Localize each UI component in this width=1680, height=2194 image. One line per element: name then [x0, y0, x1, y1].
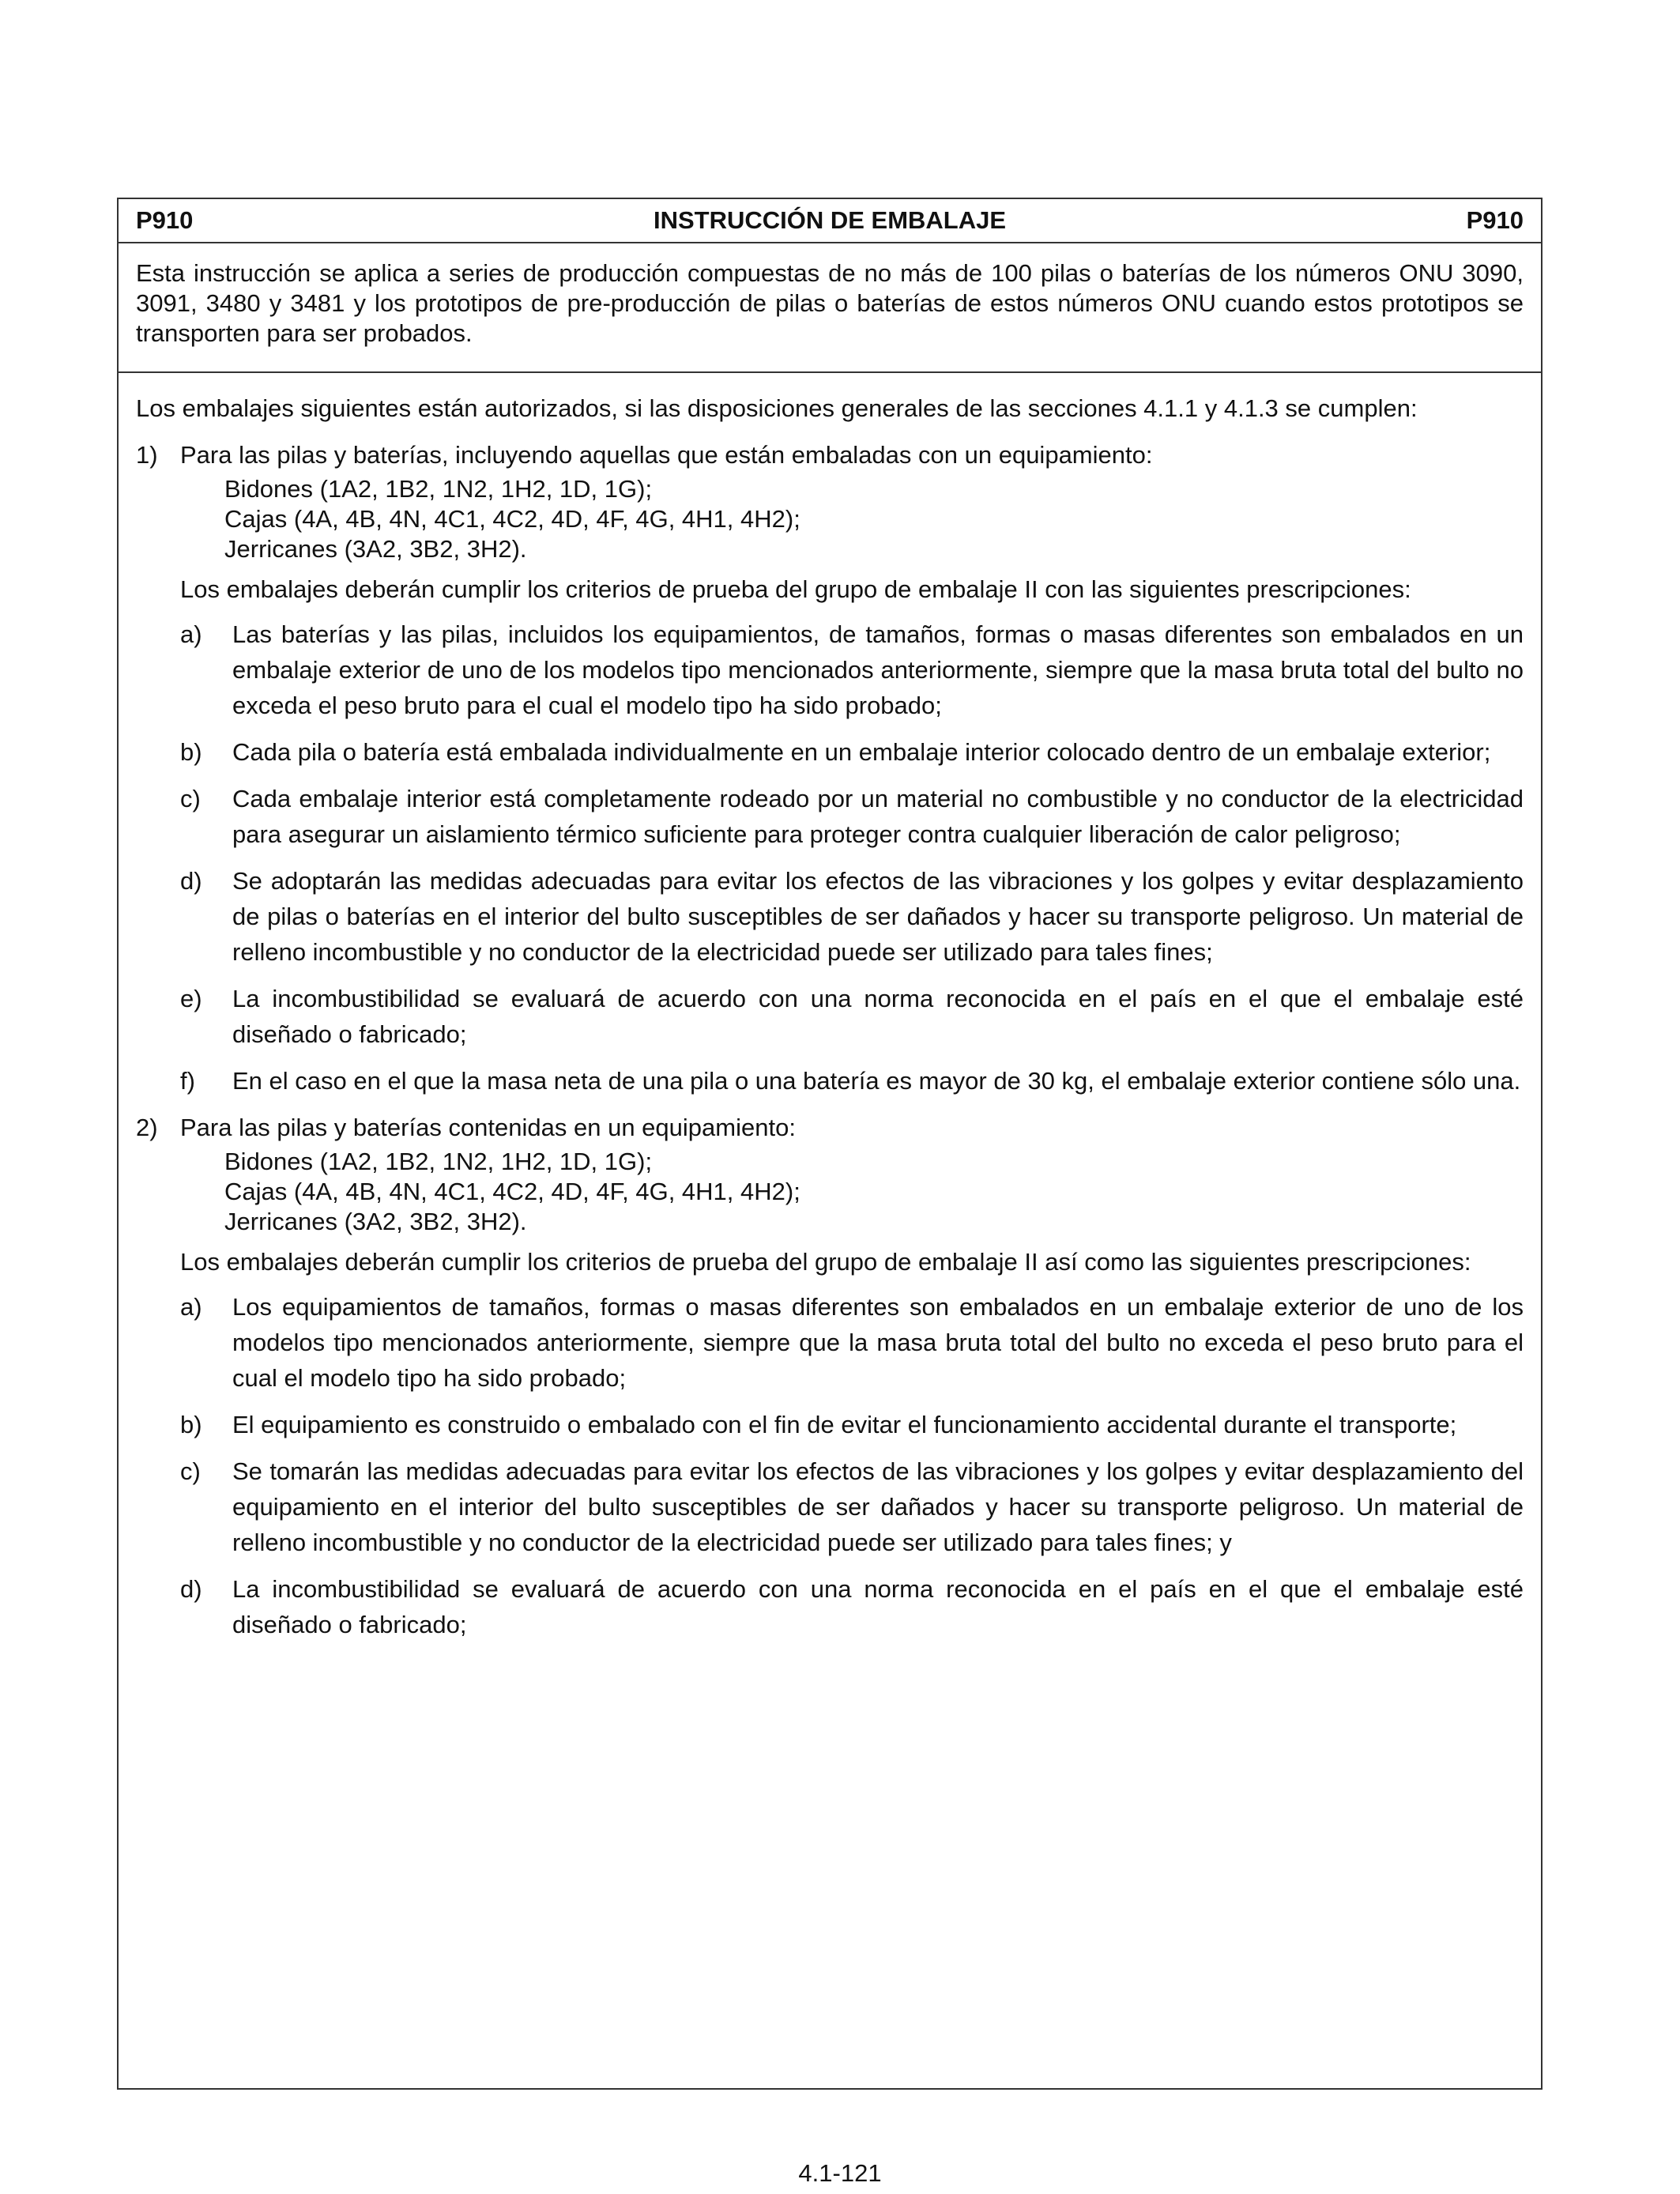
item-text: Cada pila o batería está embalada individualmente en un embalaje interior colocado dentro de un embalaje exterior;	[232, 738, 1491, 766]
item-text: Cada embalaje interior está completamente rodeado por un material no combustible y no conductor de la electricidad para asegurar un aislamiento térmico suficiente para proteger contra cualquier liberación de calor peligroso;	[232, 785, 1524, 848]
item-text: La incombustibilidad se evaluará de acuerdo con una norma reconocida en el país en el que el embalaje esté diseñado o fabricado;	[232, 985, 1524, 1048]
instruction-title: INSTRUCCIÓN DE EMBALAJE	[653, 206, 1007, 234]
item-letter: d)	[180, 867, 202, 895]
instruction-code-right: P910	[1466, 206, 1524, 234]
section-2	[136, 1110, 1524, 1642]
section-number: 1)	[136, 441, 158, 469]
requirement-item	[180, 1289, 1524, 1396]
packaging-type: Cajas (4A, 4B, 4N, 4C1, 4C2, 4D, 4F, 4G, 4H1, 4H2);	[224, 1178, 800, 1205]
requirement-item	[180, 1453, 1524, 1560]
item-text: El equipamiento es construido o embalado con el fin de evitar el funcionamiento accidental durante el transporte;	[232, 1411, 1457, 1438]
requirement-item	[180, 1063, 1524, 1099]
packaging-types-list	[180, 474, 1524, 564]
packaging-type: Jerricanes (3A2, 3B2, 3H2).	[224, 535, 527, 563]
requirement-item	[180, 1407, 1524, 1442]
requirement-item	[180, 863, 1524, 970]
item-letter: c)	[180, 1457, 201, 1485]
requirement-item	[180, 1571, 1524, 1642]
lead-paragraph: Los embalajes siguientes están autorizados, si las disposiciones generales de las secciones 4.1.1 y 4.1.3 se cumplen:	[136, 394, 1418, 422]
instruction-code-left: P910	[136, 206, 194, 234]
item-letter: f)	[180, 1067, 195, 1095]
requirement-item	[180, 616, 1524, 723]
item-letter: d)	[180, 1575, 202, 1603]
page-number: 4.1-121	[798, 2159, 882, 2187]
section-title: Para las pilas y baterías contenidas en un equipamiento:	[180, 1114, 796, 1141]
item-text: La incombustibilidad se evaluará de acuerdo con una norma reconocida en el país en el que el embalaje esté diseñado o fabricado;	[232, 1575, 1524, 1638]
item-letter: b)	[180, 738, 202, 766]
requirements-intro: Los embalajes deberán cumplir los criterios de prueba del grupo de embalaje II con las siguientes prescripciones:	[180, 575, 1411, 603]
section-number: 2)	[136, 1114, 158, 1141]
item-letter: a)	[180, 1293, 202, 1321]
item-text: Las baterías y las pilas, incluidos los equipamientos, de tamaños, formas o masas diferentes son embalados en un embalaje exterior de uno de los modelos tipo mencionados anteriormente, siempre que la masa bruta total del bulto no exceda el peso bruto para el cual el modelo tipo ha sido probado;	[232, 620, 1524, 719]
packing-instruction-table	[117, 198, 1543, 2090]
table-header	[119, 199, 1541, 243]
item-letter: e)	[180, 985, 202, 1012]
requirement-item	[180, 781, 1524, 852]
instruction-body	[119, 373, 1541, 1642]
requirement-item	[180, 734, 1524, 770]
packaging-type: Cajas (4A, 4B, 4N, 4C1, 4C2, 4D, 4F, 4G, 4H1, 4H2);	[224, 505, 800, 533]
packaging-type: Jerricanes (3A2, 3B2, 3H2).	[224, 1208, 527, 1235]
intro-paragraph: Esta instrucción se aplica a series de producción compuestas de no más de 100 pilas o baterías de los números ONU 3090, 3091, 3480 y 3481 y los prototipos de pre-producción de pilas o baterías de estos números ONU cuando estos prototipos se transporten para ser probados.	[119, 243, 1541, 373]
item-letter: a)	[180, 620, 202, 648]
item-letter: c)	[180, 785, 201, 812]
packaging-type: Bidones (1A2, 1B2, 1N2, 1H2, 1D, 1G);	[224, 1148, 653, 1175]
section-title: Para las pilas y baterías, incluyendo aquellas que están embaladas con un equipamiento:	[180, 441, 1153, 469]
item-letter: b)	[180, 1411, 202, 1438]
item-text: En el caso en el que la masa neta de una pila o una batería es mayor de 30 kg, el embalaje exterior contiene sólo una.	[232, 1067, 1521, 1095]
item-text: Se tomarán las medidas adecuadas para evitar los efectos de las vibraciones y los golpes y evitar desplazamiento del equipamiento en el interior del bulto susceptibles de ser dañados y hacer su transporte peligroso. Un material de relleno incombustible y no conductor de la electricidad puede ser utilizado para tales fines; y	[232, 1457, 1524, 1556]
packaging-type: Bidones (1A2, 1B2, 1N2, 1H2, 1D, 1G);	[224, 475, 653, 503]
item-text: Los equipamientos de tamaños, formas o masas diferentes son embalados en un embalaje exterior de uno de los modelos tipo mencionados anteriormente, siempre que la masa bruta total del bulto no exceda el peso bruto para el cual el modelo tipo ha sido probado;	[232, 1293, 1524, 1392]
requirement-item	[180, 981, 1524, 1052]
item-text: Se adoptarán las medidas adecuadas para evitar los efectos de las vibraciones y los golpes y evitar desplazamiento de pilas o baterías en el interior del bulto susceptibles de ser dañados y hacer su transporte peligroso. Un material de relleno incombustible y no conductor de la electricidad puede ser utilizado para tales fines;	[232, 867, 1524, 966]
requirements-intro: Los embalajes deberán cumplir los criterios de prueba del grupo de embalaje II así como las siguientes prescripciones:	[180, 1248, 1471, 1276]
section-1	[136, 437, 1524, 1099]
packaging-types-list	[180, 1147, 1524, 1237]
